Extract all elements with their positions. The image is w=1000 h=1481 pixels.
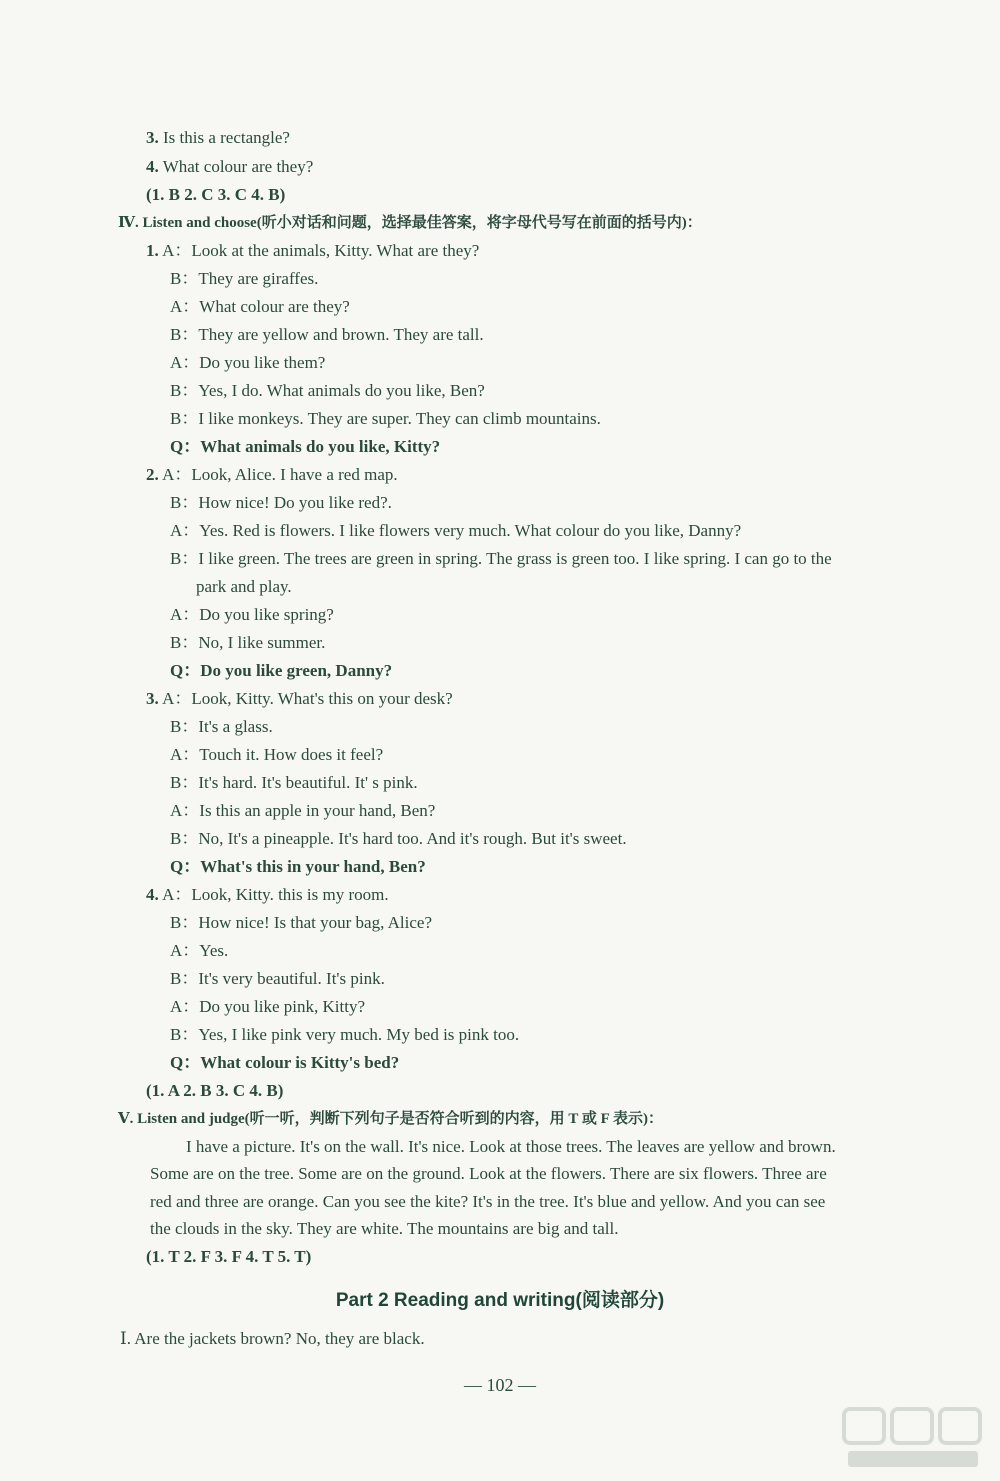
dialog-1-line-7: B：I like monkeys. They are super. They can climb mountains. [170, 409, 601, 428]
answers-section-3: (1. B 2. C 3. C 4. B) [146, 185, 286, 204]
dialog-2-line-7: B：No, I like summer. [170, 633, 326, 652]
dialog-3-line-4: B：It's hard. It's beautiful. It' s pink. [170, 773, 418, 792]
dialog-3-line-6: B：No, It's a pineapple. It's hard too. And it's rough. But it's sweet. [170, 829, 627, 848]
section-v-heading: Ⅴ. Listen and judge(听一听，判断下列句子是否符合听到的内容，用 T 或 F 表示)： [118, 1111, 663, 1127]
dialog-2-line-3: A：Yes. Red is flowers. I like flowers very much. What colour do you like, Danny? [170, 521, 742, 540]
dialog-4-line-3: A：Yes. [170, 941, 229, 960]
dialog-1-question: Q：What animals do you like, Kitty? [170, 437, 441, 456]
answers-section-iv: (1. A 2. B 3. C 4. B) [146, 1081, 284, 1100]
dialog-2-line-6: A：Do you like spring? [170, 605, 334, 624]
section-iv-heading: Ⅳ. Listen and choose(听小对话和问题，选择最佳答案，将字母代号写在前面的括号内)： [118, 215, 702, 231]
section-v-paragraph-line-4: the clouds in the sky. They are white. The mountains are big and tall. [150, 1219, 619, 1238]
watermark-logo-icon [838, 1403, 988, 1473]
dialog-4-line-2: B：How nice! Is that your bag, Alice? [170, 913, 433, 932]
dialog-4-question: Q：What colour is Kitty's bed? [170, 1053, 400, 1072]
dialog-1-line-5: A：Do you like them? [170, 353, 326, 372]
dialog-4-line-6: B：Yes, I like pink very much. My bed is pink too. [170, 1025, 520, 1044]
item-3-line: 3. Is this a rectangle? [146, 128, 290, 147]
dialog-2-line-4: B：I like green. The trees are green in spring. The grass is green too. I like spring. I can go to the [170, 549, 832, 568]
dialog-1-line-4: B：They are yellow and brown. They are tall. [170, 325, 484, 344]
section-v-paragraph-line-2: Some are on the tree. Some are on the ground. Look at the flowers. There are six flowers. Three are [150, 1164, 827, 1183]
dialog-1-line-2: B：They are giraffes. [170, 269, 319, 288]
page-number: — 102 — [464, 1375, 536, 1395]
section-v-paragraph-line-3: red and three are orange. Can you see the kite? It's in the tree. It's blue and yellow. And you can see [150, 1192, 826, 1211]
dialog-3-question: Q：What's this in your hand, Ben? [170, 857, 426, 876]
dialog-2-line-1: 2. A：Look, Alice. I have a red map. [146, 465, 398, 484]
section-i-line: Ⅰ. Are the jackets brown? No, they are black. [120, 1329, 425, 1348]
dialog-2-question: Q：Do you like green, Danny? [170, 661, 393, 680]
dialog-3-line-3: A：Touch it. How does it feel? [170, 745, 384, 764]
dialog-1-line-6: B：Yes, I do. What animals do you like, Ben? [170, 381, 485, 400]
part-2-title: Part 2 Reading and writing(阅读部分) [335, 1290, 665, 1311]
dialog-2-line-5: park and play. [196, 577, 292, 596]
dialog-2-line-2: B：How nice! Do you like red?. [170, 493, 392, 512]
dialog-4-line-5: A：Do you like pink, Kitty? [170, 997, 366, 1016]
dialog-3-line-2: B：It's a glass. [170, 717, 273, 736]
section-v-paragraph-line-1: I have a picture. It's on the wall. It's nice. Look at those trees. The leaves are yellow and brown. [186, 1137, 836, 1156]
item-4-line: 4. What colour are they? [146, 157, 314, 176]
dialog-3-line-5: A：Is this an apple in your hand, Ben? [170, 801, 436, 820]
dialog-1-line-3: A：What colour are they? [170, 297, 350, 316]
dialog-4-line-1: 4. A：Look, Kitty. this is my room. [146, 885, 389, 904]
dialog-1-line-1: 1. A：Look at the animals, Kitty. What are they? [146, 241, 480, 260]
dialog-3-line-1: 3. A：Look, Kitty. What's this on your desk? [146, 689, 453, 708]
dialog-4-line-4: B：It's very beautiful. It's pink. [170, 969, 385, 988]
answers-section-v: (1. T 2. F 3. F 4. T 5. T) [146, 1247, 312, 1266]
